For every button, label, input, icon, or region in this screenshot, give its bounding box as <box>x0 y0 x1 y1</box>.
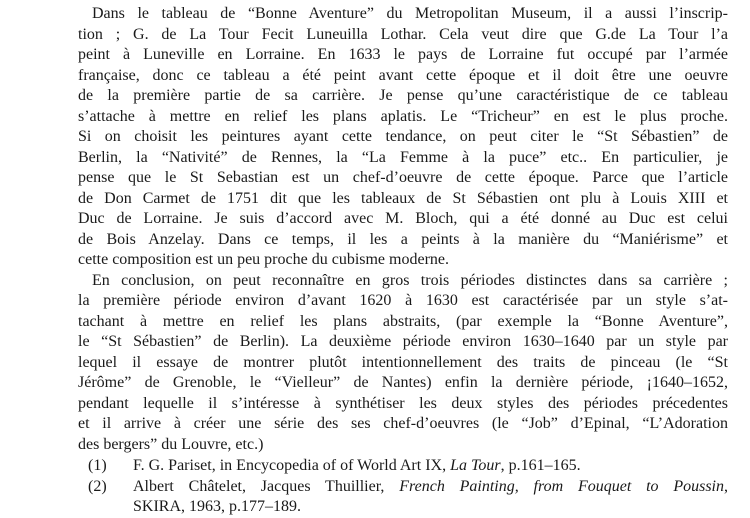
footnote-text-after: , <box>724 477 728 495</box>
text-line: de Bois Anzelay. Dans ce temps, il les a peints à la manière du “Maniérisme” et <box>78 230 728 248</box>
footnote-title: French Painting, from Fouquet to Poussin <box>399 477 724 495</box>
footnote-text-before: Albert Châtelet, Jacques Thuillier, <box>133 477 400 495</box>
text-line: lequel il essaye de montrer plutôt intentionnellement des traits de pinceau (le “St <box>78 353 728 371</box>
text-line: le “St Sébastien” de Berlin). La deuxième période environ 1630–1640 par un style par <box>78 333 728 350</box>
paragraph-1 <box>78 4 728 271</box>
footnote-2 <box>78 477 728 498</box>
footnote-text <box>133 456 581 477</box>
footnote-text-before: F. G. Pariset, in Encycopedia of of World Art IX, <box>133 457 451 474</box>
text-line: Duc de Lorraine. Je suis d’accord avec M. Bloch, qui a été donné au Duc est celui <box>78 210 728 227</box>
text-line: pense que le St Sebastian est un chef-d’oeuvre de cette époque. Parce que l’article <box>78 169 728 186</box>
footnotes <box>78 456 728 518</box>
text-line: tachant à mettre en relief les plans abstraits, (par exemple la “Bonne Aventure”, <box>78 312 728 330</box>
footnote-text <box>133 477 728 498</box>
footnote-title: La Tour <box>450 457 501 474</box>
footnote-number: (2) <box>88 477 107 495</box>
footnote-number: (1) <box>88 457 107 474</box>
document-page <box>78 4 728 518</box>
text-line: tion ; G. de La Tour Fecit Luneuilla Lothar. Cela veut dire que G.de La Tour l’a <box>78 25 728 43</box>
text-line: Jérôme” de Grenoble, le “Vielleur” de Nantes) enfin la dernière période, ¡1640–1652, <box>78 374 728 391</box>
text-line: de la première partie de sa carrière. Je pense qu’une caractéristique de ce tableau <box>78 87 728 104</box>
text-line: En conclusion, on peut reconnaître en gros trois périodes distinctes dans sa carrière ; <box>92 271 728 289</box>
text-line: de Don Carmet de 1751 dit que les tableaux de St Sébastien ont plu à Louis XIII et <box>78 189 728 207</box>
text-line: des bergers” du Louvre, etc.) <box>78 435 264 453</box>
paragraph-2 <box>78 271 728 456</box>
footnote-text-after: , p.161–165. <box>500 457 581 474</box>
text-line: peint à Luneville en Lorraine. En 1633 le pays de Lorraine fut occupé par l’armée <box>78 46 728 63</box>
text-line: pendant lequelle il s’intéresse à synthétiser les deux styles des périodes précedentes <box>78 394 728 412</box>
text-line: la première période environ d’avant 1620 à 1630 est caractérisée par un style s’at- <box>78 292 728 309</box>
footnote-text: SKIRA, 1963, p.177–189. <box>133 498 302 515</box>
text-line: et il arrive à créer une série des ses chef-d’oeuvres (le “Job” d’Epinal, “L’Adoration <box>78 415 728 432</box>
text-line: s’attache à mettre en relief les plans aplatis. Le “Tricheur” en est le plus proche. <box>78 107 728 125</box>
text-line: française, donc ce tableau a été peint avant cette époque et il doit être une oeuvre <box>78 66 728 84</box>
text-line: Dans le tableau de “Bonne Aventure” du Metropolitan Museum, il a aussi l’inscrip- <box>92 5 728 22</box>
footnote-2-continuation <box>78 497 728 518</box>
footnote-1 <box>78 456 728 477</box>
text-line: Si on choisit les peintures ayant cette tendance, on peut citer le “St Sébastien” de <box>78 128 728 145</box>
text-line: Berlin, la “Nativité” de Rennes, la “La Femme à la puce” etc.. En particulier, je <box>78 148 728 166</box>
text-line: cette composition est un peu proche du cubisme moderne. <box>78 251 450 268</box>
